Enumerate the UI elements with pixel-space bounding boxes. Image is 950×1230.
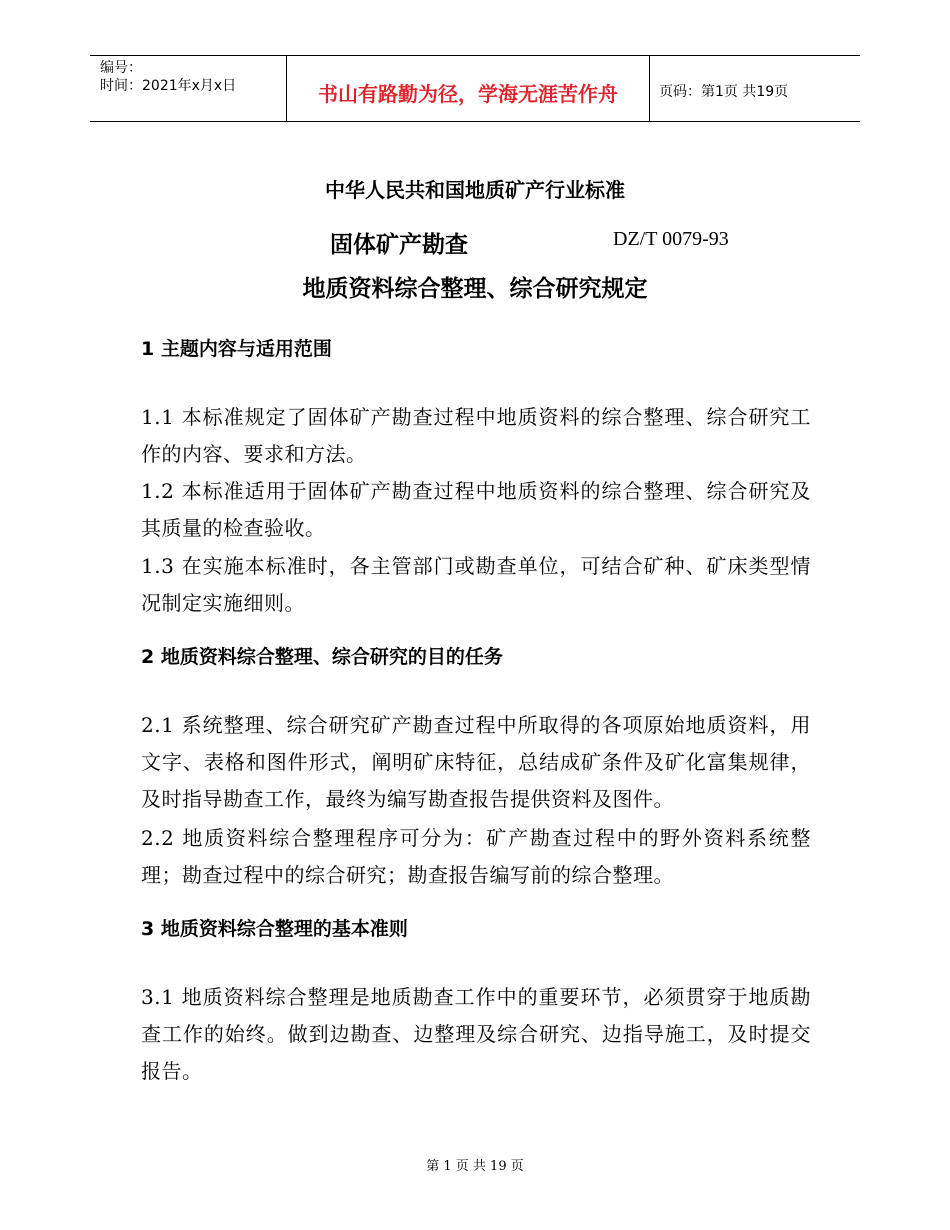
paragraph: 1.1 本标准规定了固体矿产勘查过程中地质资料的综合整理、综合研究工作的内容、要求和方法。 [141, 405, 811, 466]
paragraph: 2.2 地质资料综合整理程序可分为：矿产勘查过程中的野外资料系统整理；勘查过程中的综合研究；勘查报告编写前的综合整理。 [141, 826, 811, 887]
motto: 书山有路勤为径，学海无涯苦作舟 [318, 82, 618, 106]
page-header [90, 55, 860, 122]
document-title: 地质资料综合整理、综合研究规定 [302, 276, 648, 302]
standard-code: DZ/T 0079-93 [613, 228, 729, 250]
time-label: 时间：2021年x月x日 [100, 78, 237, 94]
standard-title: 中华人民共和国地质矿产行业标准 [325, 178, 625, 202]
page-footer: 第 1 页 共 19 页 [426, 1159, 524, 1174]
section-heading: 2 地质资料综合整理、综合研究的目的任务 [141, 646, 503, 668]
page-info: 页码：第1页 共19页 [659, 84, 789, 100]
header-page-cell [650, 56, 860, 121]
paragraph: 2.1 系统整理、综合研究矿产勘查过程中所取得的各项原始地质资料，用文字、表格和图件形式，阐明矿床特征，总结成矿条件及矿化富集规律，及时指导勘查工作，最终为编写勘查报告提供资料及图件。 [141, 713, 811, 811]
header-motto-cell [286, 56, 650, 121]
paragraph: 1.3 在实施本标准时，各主管部门或勘查单位，可结合矿种、矿床类型情况制定实施细则。 [141, 554, 811, 615]
paragraph: 1.2 本标准适用于固体矿产勘查过程中地质资料的综合整理、综合研究及其质量的检查验收。 [141, 479, 811, 540]
header-left-cell [90, 56, 286, 121]
number-label: 编号： [100, 60, 142, 76]
section-heading: 3 地质资料综合整理的基本准则 [141, 918, 408, 940]
document-category: 固体矿产勘查 [330, 232, 468, 258]
section-heading: 1 主题内容与适用范围 [141, 338, 332, 360]
paragraph: 3.1 地质资料综合整理是地质勘查工作中的重要环节，必须贯穿于地质勘查工作的始终。做到边勘查、边整理及综合研究、边指导施工，及时提交报告。 [141, 985, 811, 1083]
